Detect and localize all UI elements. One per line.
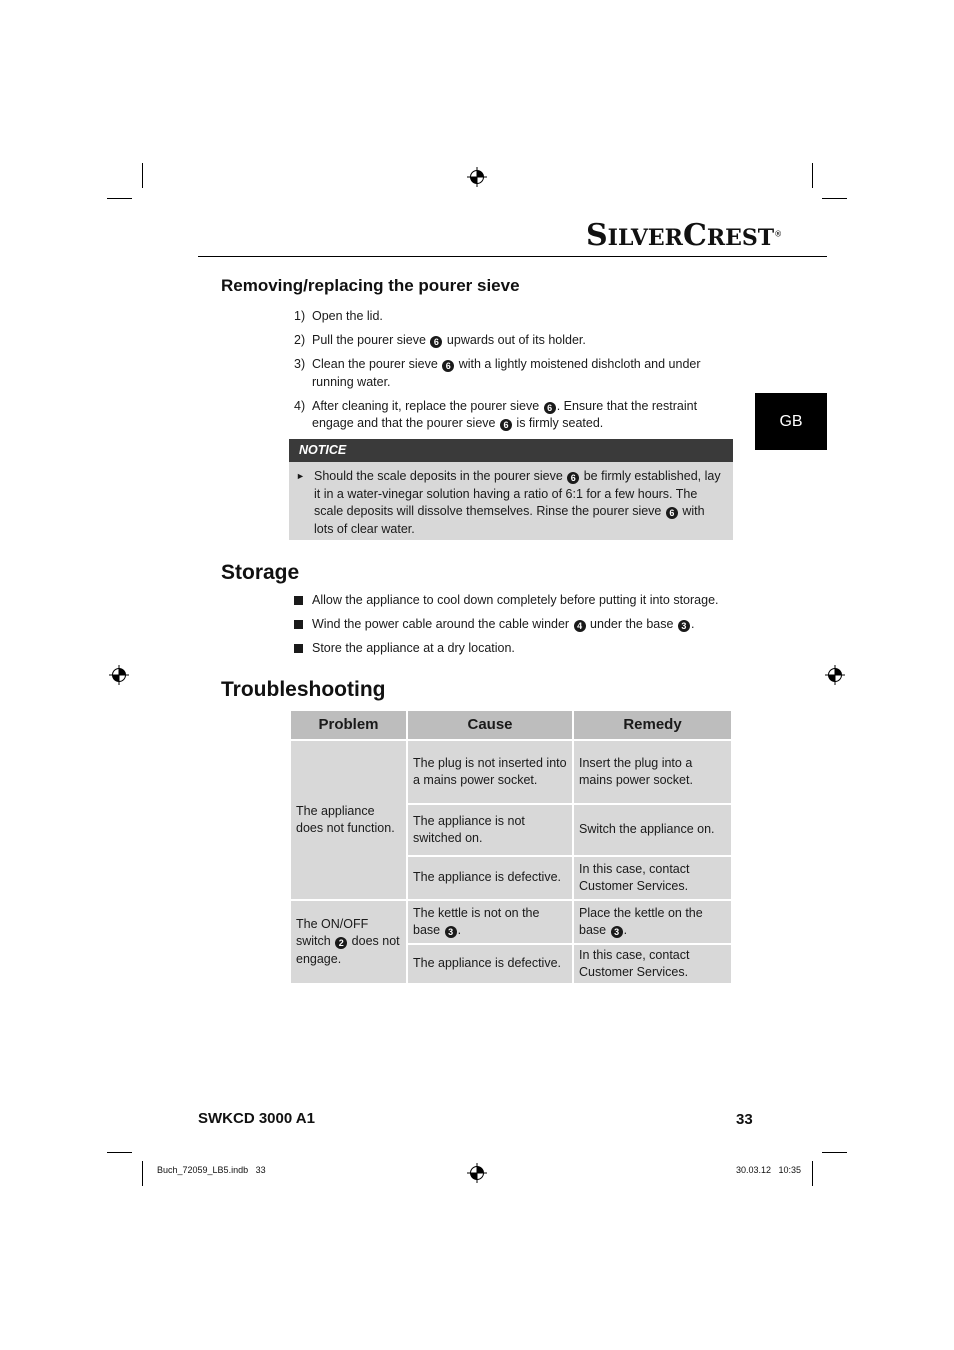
notice-label: NOTICE [289,439,733,462]
bullet-text: Wind the power cable around the cable winder 4 under the base 3 . [312,617,695,631]
header-rule [198,256,827,257]
step-number: 2) [294,333,306,347]
list-item [294,398,739,433]
part-number-icon: 6 [567,472,579,484]
step-number: 1) [294,309,306,323]
square-bullet-icon [294,620,303,629]
cause-cell: The appliance is defective. [407,944,573,984]
header-problem: Problem [291,711,407,740]
section-title-storage: Storage [221,561,300,584]
cause-cell: The appliance is defective. [407,856,573,900]
step-text: After cleaning it, replace the pourer sieve 6 . Ensure that the restraint engage and that the pourer sieve 6 is firmly seated. [312,398,698,430]
remedy-cell: Place the kettle on the base 3 . [573,900,731,944]
table-row [291,900,731,944]
crop-mark [142,1161,143,1186]
part-number-icon: 6 [544,402,556,414]
registration-mark-icon [467,167,487,187]
remedy-cell: Insert the plug into a mains power socket. [573,740,731,804]
square-bullet-icon [294,644,303,653]
crop-mark [822,198,847,199]
print-slug-file: Buch_72059_LB5.indb 33 [157,1165,266,1175]
list-item [294,356,739,391]
brand-logo: SILVERCREST® [586,218,783,253]
notice-text: Should the scale deposits in the pourer sieve 6 be firmly established, lay it in a water-vinegar solution having a ratio of 6:1 for a few hours. The scale deposits will dissolve themselves. Rinse the pourer sieve 6 with lots of clear water. [314,469,721,536]
part-number-icon: 6 [442,360,454,372]
storage-bullet-list [294,592,734,664]
table-row [291,740,731,804]
problem-cell: The ON/OFF switch 2 does not engage. [291,900,407,984]
section-title-troubleshooting: Troubleshooting [221,678,386,701]
registration-mark-icon [825,665,845,685]
crop-mark [107,198,132,199]
sieve-steps-list [294,308,739,439]
crop-mark [822,1152,847,1153]
header-remedy: Remedy [573,711,731,740]
list-item [294,640,734,658]
notice-box [289,439,733,540]
remedy-cell: Switch the appliance on. [573,804,731,856]
part-number-icon: 6 [430,336,442,348]
part-number-icon: 2 [335,937,347,949]
page-number: 33 [736,1111,753,1128]
part-number-icon: 6 [666,507,678,519]
crop-mark [812,163,813,188]
crop-mark [142,163,143,188]
cause-cell: The appliance is not switched on. [407,804,573,856]
arrow-bullet-icon: ► [296,471,305,481]
step-text: Open the lid. [312,309,383,323]
bullet-text: Allow the appliance to cool down completely before putting it into storage. [312,593,719,607]
list-item [294,592,734,610]
part-number-icon: 6 [500,419,512,431]
cause-cell: The kettle is not on the base 3 . [407,900,573,944]
list-item [294,308,739,326]
crop-mark [812,1161,813,1186]
troubleshooting-table [291,711,731,985]
list-item [294,332,739,350]
header-cause: Cause [407,711,573,740]
remedy-cell: In this case, contact Customer Services. [573,944,731,984]
cause-cell: The plug is not inserted into a mains power socket. [407,740,573,804]
registration-mark-icon [467,1163,487,1183]
print-slug-date: 30.03.12 10:35 [736,1165,802,1175]
square-bullet-icon [294,596,303,605]
crop-mark [107,1152,132,1153]
footer-model: SWKCD 3000 A1 [198,1110,315,1127]
part-number-icon: 3 [611,926,623,938]
bullet-text: Store the appliance at a dry location. [312,641,515,655]
language-tab: GB [755,393,827,450]
registration-mark-icon [109,665,129,685]
section-title-sieve: Removing/replacing the pourer sieve [221,276,520,295]
problem-cell: The appliance does not function. [291,740,407,900]
list-item [294,616,734,634]
remedy-cell: In this case, contact Customer Services. [573,856,731,900]
step-number: 3) [294,357,306,371]
step-text: Clean the pourer sieve 6 with a lightly moistened dishcloth and under running water. [312,357,701,389]
part-number-icon: 3 [445,926,457,938]
step-text: Pull the pourer sieve 6 upwards out of its holder. [312,333,586,347]
part-number-icon: 4 [574,620,586,632]
step-number: 4) [294,398,306,413]
part-number-icon: 3 [678,620,690,632]
